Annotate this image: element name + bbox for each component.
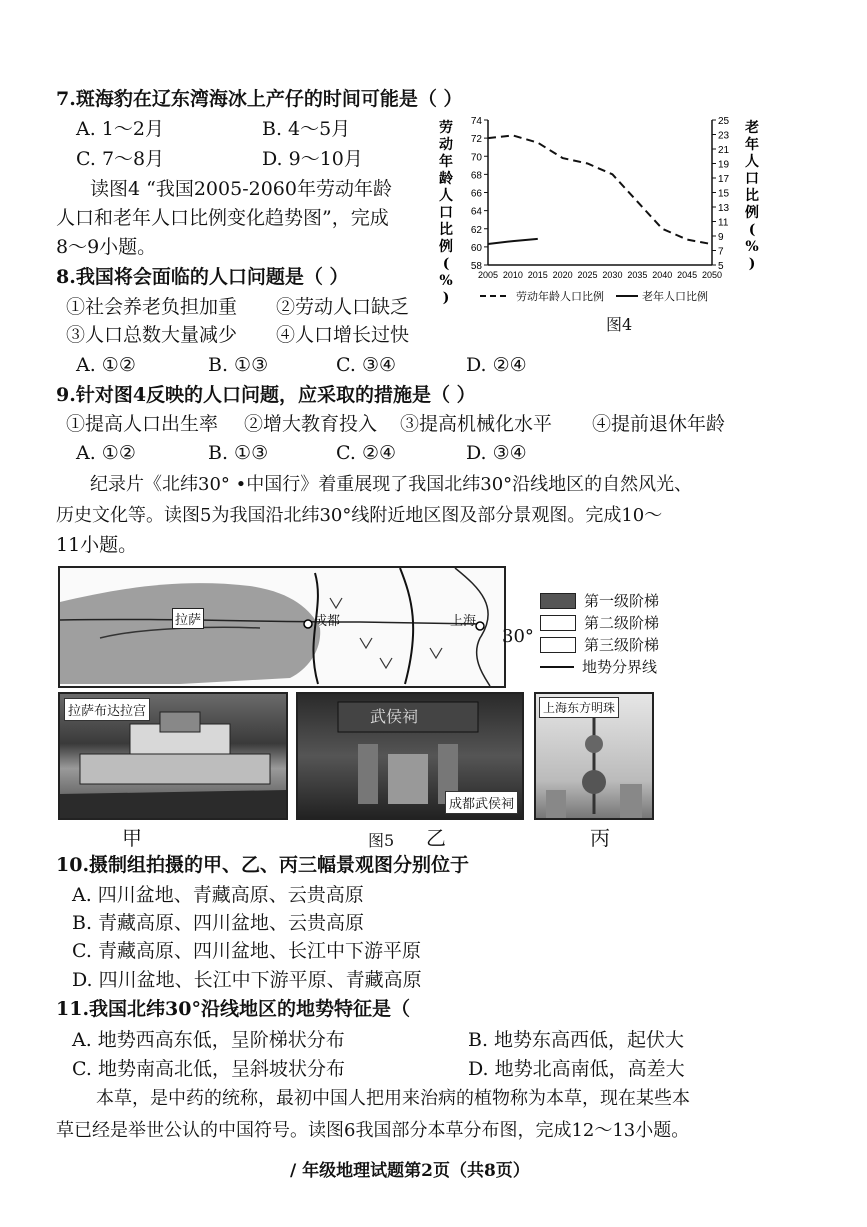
read4-line1: 读图4 “我国2005-2060年劳动年龄 — [90, 178, 392, 200]
y-right-label-char: ( — [748, 222, 756, 238]
y-left-label-char: 人 — [439, 188, 453, 204]
y-right-label-char: 例 — [745, 205, 759, 221]
legend-line-symbol — [540, 666, 574, 668]
q11-stem: 11.我国北纬30°沿线地区的地势特征是（ — [56, 998, 410, 1020]
photo-oriental-pearl — [534, 692, 654, 820]
letter-bing: 丙 — [590, 826, 610, 850]
y-left-label-char: 年 — [439, 154, 453, 170]
y-right-tick-label: 19 — [718, 159, 730, 171]
map-svg — [60, 568, 504, 686]
figure-5-map — [58, 566, 506, 688]
q9-option-c: C. ②④ — [336, 442, 397, 464]
intro10-line1: 纪录片《北纬30° •中国行》着重展现了我国北纬30°沿线地区的自然风光、 — [90, 474, 693, 495]
shanghai-dot — [476, 622, 484, 630]
q11-option-b: B. 地势东高西低，起伏大 — [468, 1029, 685, 1051]
y-right-tick-label: 21 — [718, 145, 730, 156]
y-left-tick-label: 68 — [470, 170, 482, 182]
y-right-tick-label: 5 — [718, 261, 724, 272]
q8-item-2: ②劳动人口缺乏 — [276, 296, 410, 318]
y-left-tick-label: 70 — [470, 152, 482, 164]
y-right-label-char: 口 — [745, 171, 759, 187]
y-left-tick-label: 72 — [470, 134, 482, 146]
x-tick-label: 2040 — [652, 270, 673, 280]
q8-item-4: ④人口增长过快 — [276, 324, 410, 346]
y-right-tick-label: 17 — [718, 174, 730, 185]
y-left-label-char: ) — [442, 290, 450, 306]
y-right-label-char: 年 — [745, 137, 759, 153]
q9-item-2: ②增大教育投入 — [244, 413, 378, 435]
bencao-line1: 本草，是中药的统称，最初中国人把用来治病的植物称为本草，现在某些本 — [96, 1088, 690, 1109]
q9-stem: 9.针对图4反映的人口问题，应采取的措施是（ ） — [56, 384, 476, 406]
q9-option-b: B. ①③ — [208, 442, 269, 464]
y-right-label-char: 比 — [745, 188, 759, 204]
q11-option-c: C. 地势南高北低，呈斜坡状分布 — [72, 1058, 345, 1080]
figure-4-caption: 图4 — [606, 315, 633, 334]
legend-series-1: 劳动年龄人口比例 — [516, 290, 604, 303]
read4-line3: 8～9小题。 — [56, 236, 157, 258]
label-chengdu: 成都 — [314, 614, 341, 629]
legend-label-1: 第一级阶梯 — [584, 592, 660, 610]
q8-item-1: ①社会养老负担加重 — [66, 296, 238, 318]
figure-5-caption: 图5 — [368, 831, 395, 850]
q10-stem: 10.摄制组拍摄的甲、乙、丙三幅景观图分别位于 — [56, 854, 470, 876]
caption-wuhou: 成都武侯祠 — [445, 791, 518, 814]
figure-5-legend — [540, 590, 700, 700]
photo-wuhou-temple — [296, 692, 524, 820]
y-left-label-char: 比 — [439, 222, 453, 238]
q10-option-d: D. 四川盆地、长江中下游平原、青藏高原 — [72, 969, 422, 991]
q7-option-c: C. 7～8月 — [76, 148, 165, 170]
q9-item-3: ③提高机械化水平 — [400, 413, 553, 435]
y-left-tick-label: 62 — [470, 224, 482, 236]
y-left-label-char: 动 — [439, 137, 453, 153]
y-left-tick-label: 66 — [470, 188, 482, 200]
y-left-label-char: 劳 — [439, 120, 453, 136]
y-right-label-char: 人 — [745, 154, 759, 170]
y-left-tick-label: 64 — [470, 206, 482, 218]
x-tick-label: 2015 — [527, 270, 548, 280]
y-right-tick-label: 9 — [718, 232, 724, 243]
q10-option-b: B. 青藏高原、四川盆地、云贵高原 — [72, 912, 365, 934]
q11-option-d: D. 地势北高南低，高差大 — [468, 1058, 685, 1080]
x-tick-label: 2005 — [477, 270, 499, 280]
legend-swatch-3 — [540, 637, 576, 653]
legend-swatch-1 — [540, 593, 576, 609]
intro10-line3: 11小题。 — [56, 534, 138, 556]
caption-potala: 拉萨布达拉宫 — [64, 698, 150, 721]
x-tick-label: 2025 — [577, 270, 598, 280]
intro10-line2: 历史文化等。读图5为我国沿北纬30°线附近地区图及部分景观图。完成10～ — [56, 505, 663, 526]
mountain-symbols — [330, 598, 442, 668]
chart-svg — [430, 110, 770, 335]
y-left-tick-label: 60 — [470, 242, 482, 254]
letter-yi: 乙 — [426, 826, 446, 850]
y-right-label-char: 老 — [745, 120, 759, 136]
y-right-tick-label: 15 — [718, 188, 730, 200]
q8-option-d: D. ②④ — [466, 354, 527, 376]
q10-option-a: A. 四川盆地、青藏高原、云贵高原 — [72, 884, 364, 906]
q9-option-d: D. ③④ — [466, 442, 527, 464]
legend-swatch-2 — [540, 615, 576, 631]
y-right-label-char: % — [745, 239, 759, 255]
q9-item-1: ①提高人口出生率 — [66, 413, 219, 435]
y-left-label-char: 例 — [439, 239, 453, 255]
wuhou-sign: 武侯祠 — [370, 707, 419, 726]
letter-jia: 甲 — [122, 826, 142, 850]
q7-option-b: B. 4～5月 — [262, 118, 351, 140]
first-step-region — [60, 583, 320, 684]
read4-line2: 人口和老年人口比例变化趋势图”，完成 — [56, 207, 389, 229]
y-right-tick-label: 11 — [718, 217, 729, 229]
page-footer: / 年级地理试题第2页（共8页） — [290, 1161, 530, 1181]
y-right-tick-label: 23 — [718, 130, 730, 142]
q10-option-c: C. 青藏高原、四川盆地、长江中下游平原 — [72, 940, 421, 962]
q8-option-b: B. ①③ — [208, 354, 269, 376]
y-left-label-char: 龄 — [439, 171, 453, 187]
y-right-tick-label: 25 — [718, 116, 730, 127]
legend-row-4 — [540, 656, 657, 677]
x-tick-label: 2030 — [602, 270, 623, 280]
legend-label-3: 第三级阶梯 — [584, 636, 660, 654]
legend-row-2 — [540, 612, 659, 633]
x-tick-label: 2050 — [701, 270, 723, 280]
legend-row-3 — [540, 634, 659, 655]
x-tick-label: 2010 — [502, 270, 523, 280]
bencao-line2: 草已经是举世公认的中国符号。读图6我国部分本草分布图，完成12～13小题。 — [56, 1120, 690, 1141]
caption-oriental-pearl: 上海东方明珠 — [539, 697, 619, 718]
q7-stem: 7.斑海豹在辽东湾海冰上产仔的时间可能是（ ） — [56, 88, 463, 110]
label-lat-30: 30° — [502, 626, 534, 647]
photo-potala-palace — [58, 692, 288, 820]
chengdu-dot — [304, 620, 312, 628]
q8-item-3: ③人口总数大量减少 — [66, 324, 238, 346]
x-tick-label: 2045 — [677, 270, 698, 280]
y-left-tick-label: 58 — [470, 261, 482, 272]
q9-option-a: A. ①② — [76, 442, 136, 464]
q11-option-a: A. 地势西高东低，呈阶梯状分布 — [72, 1029, 345, 1051]
terrain-boundary-2 — [400, 568, 413, 684]
y-left-label-char: 口 — [439, 205, 453, 221]
y-right-tick-label: 7 — [718, 246, 724, 258]
y-left-label-char: % — [439, 273, 453, 289]
q8-option-c: C. ③④ — [336, 354, 397, 376]
series-line-2 — [488, 239, 538, 244]
y-left-tick-label: 74 — [470, 116, 482, 127]
label-shanghai: 上海 — [450, 614, 477, 629]
x-tick-label: 2020 — [552, 270, 573, 280]
q7-option-d: D. 9～10月 — [262, 148, 363, 170]
y-right-tick-label: 13 — [718, 203, 730, 214]
legend-series-2: 老年人口比例 — [642, 290, 708, 303]
q7-option-a: A. 1～2月 — [76, 118, 164, 140]
series-line-1 — [488, 135, 712, 244]
legend-label-4: 地势分界线 — [582, 658, 658, 676]
legend-label-2: 第二级阶梯 — [584, 614, 660, 632]
q8-option-a: A. ①② — [76, 354, 136, 376]
y-left-label-char: ( — [442, 256, 450, 272]
q8-stem: 8.我国将会面临的人口问题是（ ） — [56, 266, 349, 288]
q9-item-4: ④提前退休年龄 — [592, 413, 726, 435]
legend-row-1 — [540, 590, 659, 611]
y-right-label-char: ) — [748, 256, 756, 272]
x-tick-label: 2035 — [627, 270, 648, 280]
figure-4-chart — [430, 110, 770, 335]
label-lhasa: 拉萨 — [172, 608, 204, 629]
